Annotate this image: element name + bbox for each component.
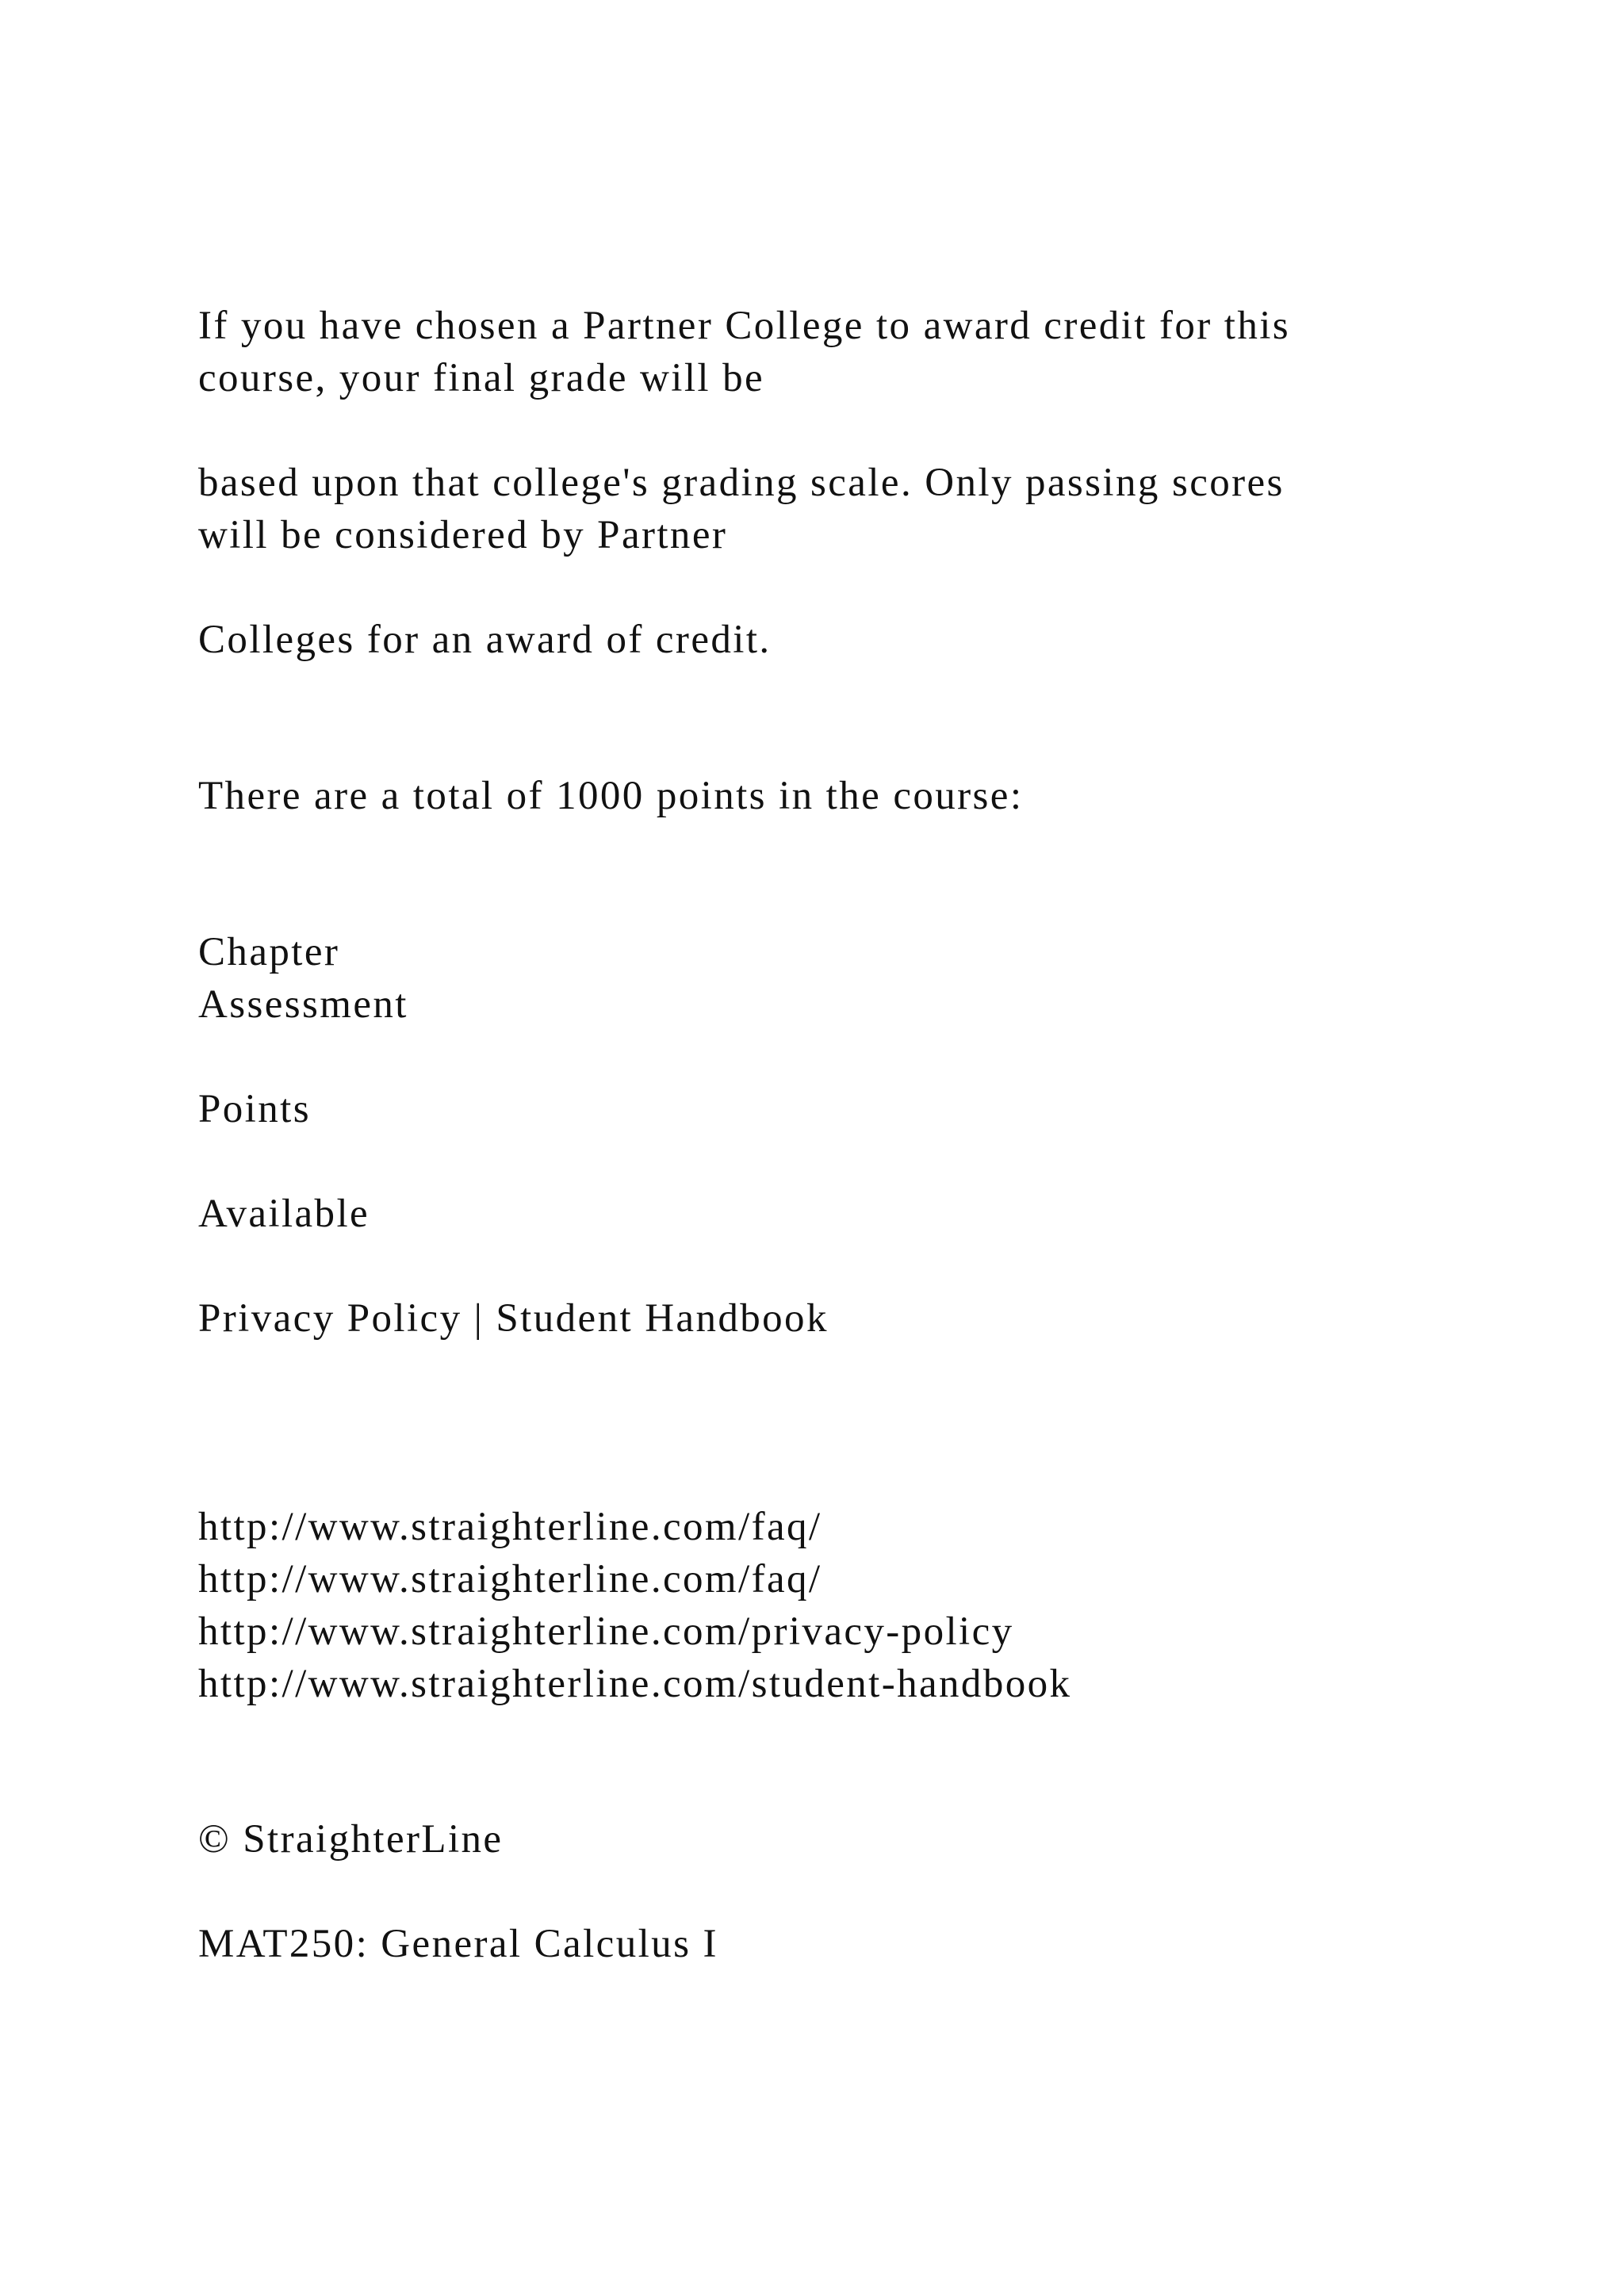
student-handbook-link[interactable]: Student Handbook	[496, 1296, 829, 1341]
table-header-chapter: Chapter	[198, 930, 340, 974]
footer-link-separator: |	[462, 1296, 496, 1341]
credit-text-line: Colleges for an award of credit.	[198, 618, 772, 662]
grading-text-line-1: based upon that college's grading scale. Only passing scores	[198, 461, 1285, 505]
table-header-available: Available	[198, 1192, 370, 1236]
grading-text-line-2: will be considered by Partner	[198, 513, 728, 557]
table-header-assessment: Assessment	[198, 982, 408, 1027]
copyright-text: © StraighterLine	[198, 1817, 504, 1862]
total-points-text: There are a total of 1000 points in the course:	[198, 774, 1024, 818]
url-student-handbook[interactable]: http://www.straighterline.com/student-handbook	[198, 1662, 1072, 1706]
url-privacy-policy[interactable]: http://www.straighterline.com/privacy-policy	[198, 1609, 1014, 1654]
privacy-policy-link[interactable]: Privacy Policy	[198, 1296, 462, 1341]
url-faq-1[interactable]: http://www.straighterline.com/faq/	[198, 1505, 822, 1549]
footer-links	[198, 1292, 829, 1345]
intro-text-line-1: If you have chosen a Partner College to award credit for this	[198, 304, 1291, 348]
intro-text-line-2: course, your final grade will be	[198, 356, 765, 400]
course-title: MAT250: General Calculus I	[198, 1922, 718, 1966]
table-header-points: Points	[198, 1087, 311, 1131]
url-faq-2[interactable]: http://www.straighterline.com/faq/	[198, 1557, 822, 1601]
